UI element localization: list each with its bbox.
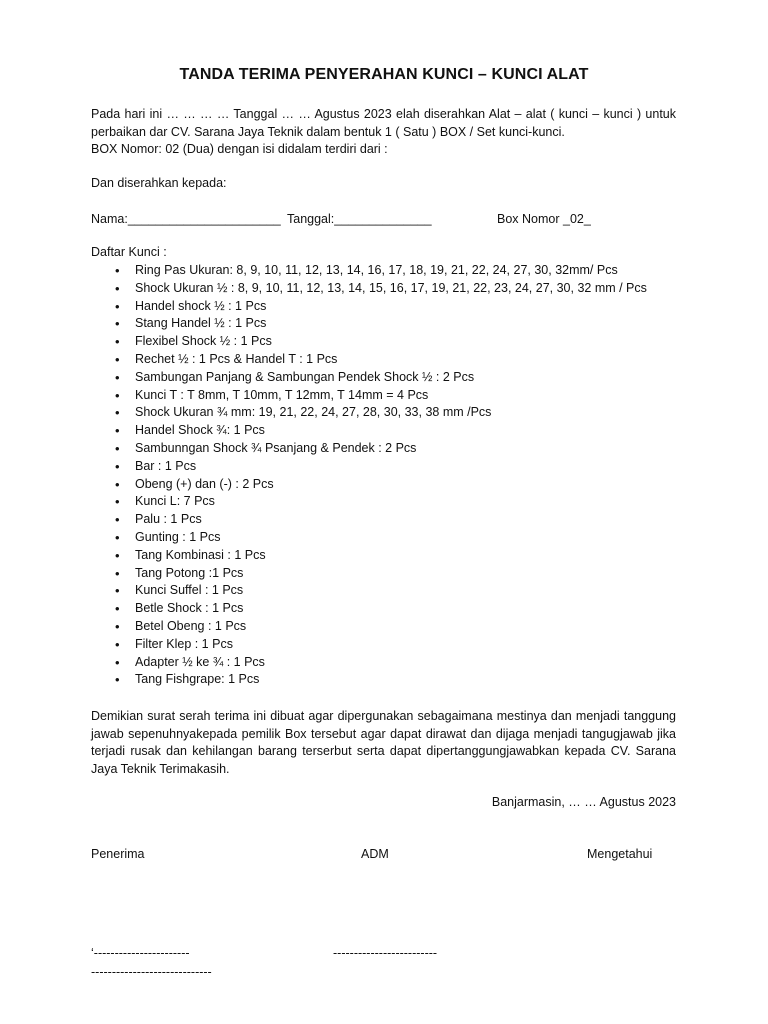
tool-list-item: • Betle Shock : 1 Pcs — [91, 600, 691, 618]
tool-list-item: • Shock Ukuran ½ : 8, 9, 10, 11, 12, 13, 14, 15, 16, 17, 19, 21, 22, 23, 24, 27, 30, 32 mm / Pcs — [91, 280, 691, 298]
tool-list-item: • Tang Fishgrape: 1 Pcs — [91, 671, 691, 689]
tool-list-item: • Flexibel Shock ½ : 1 Pcs — [91, 333, 691, 351]
box-number-field: Box Nomor _02_ — [497, 212, 591, 226]
tool-list-item: • Shock Ukuran ¾ mm: 19, 21, 22, 24, 27, 28, 30, 33, 38 mm /Pcs — [91, 404, 691, 422]
tool-list-item: • Handel Shock ¾: 1 Pcs — [91, 422, 691, 440]
handover-label: Dan diserahkan kepada: — [91, 176, 227, 190]
tool-list-item: • Palu : 1 Pcs — [91, 511, 691, 529]
tool-list-item: • Ring Pas Ukuran: 8, 9, 10, 11, 12, 13, 14, 16, 17, 18, 19, 21, 22, 24, 27, 30, 32mm/ Pcs — [91, 262, 691, 280]
signature-penerima-label: Penerima — [91, 847, 145, 861]
signature-line-adm: ------------------------- — [333, 946, 438, 960]
tool-list-item: • Sambungan Panjang & Sambungan Pendek Shock ½ : 2 Pcs — [91, 369, 691, 387]
signature-adm-label: ADM — [361, 847, 389, 861]
signature-line-mengetahui: ----------------------------- — [91, 965, 212, 979]
tool-list-item: • Kunci L: 7 Pcs — [91, 493, 691, 511]
tool-list-item: • Handel shock ½ : 1 Pcs — [91, 298, 691, 316]
tool-list-item: • Betel Obeng : 1 Pcs — [91, 618, 691, 636]
tool-list-item: • Sambunngan Shock ¾ Psanjang & Pendek : 2 Pcs — [91, 440, 691, 458]
signature-line-penerima: ‘----------------------- — [91, 946, 190, 960]
tool-list-item: • Adapter ½ ke ¾ : 1 Pcs — [91, 654, 691, 672]
document-title: TANDA TERIMA PENYERAHAN KUNCI – KUNCI ALAT — [179, 66, 589, 83]
place-date: Banjarmasin, … … Agustus 2023 — [491, 795, 676, 809]
tool-list-item: • Tang Potong :1 Pcs — [91, 565, 691, 583]
recipient-row — [91, 211, 691, 229]
tool-list-item: • Gunting : 1 Pcs — [91, 529, 691, 547]
tool-list — [91, 262, 691, 689]
tool-list-item: • Obeng (+) dan (-) : 2 Pcs — [91, 476, 691, 494]
list-title: Daftar Kunci : — [91, 245, 167, 259]
tool-list-item: • Kunci T : T 8mm, T 10mm, T 12mm, T 14mm = 4 Pcs — [91, 387, 691, 405]
signature-mengetahui-label: Mengetahui — [587, 847, 653, 861]
tool-list-item: • Filter Klep : 1 Pcs — [91, 636, 691, 654]
tool-list-item: • Rechet ½ : 1 Pcs & Handel T : 1 Pcs — [91, 351, 691, 369]
intro-line: Pada hari ini … … … … Tanggal … … Agustus 2023 elah diserahkan Alat – alat ( kunci – kunci ) untuk perbaikan dar CV. Sarana Jaya Teknik dalam bentuk 1 ( Satu ) BOX / Set kunci-kunci. — [91, 107, 676, 139]
tool-list-item: • Kunci Suffel : 1 Pcs — [91, 582, 691, 600]
tanggal-field: Tanggal:______________ — [287, 212, 432, 226]
tool-list-item: • Bar : 1 Pcs — [91, 458, 691, 476]
intro-paragraph — [91, 106, 676, 159]
closing-paragraph: Demikian surat serah terima ini dibuat agar dipergunakan sebagaimana mestinya dan menjadi tanggung jawab sepenuhnyakepada pemilik Box tersebut agar dapat dirawat dan dijaga menjadi tangugjawab jika terjadi rusak dan kehilangan barang terserbut serta dapat dipertanggungjawabkan kepada CV. Sarana Jaya Teknik Terimakasih. — [91, 709, 676, 776]
tool-list-item: • Stang Handel ½ : 1 Pcs — [91, 315, 691, 333]
tool-list-item: • Tang Kombinasi : 1 Pcs — [91, 547, 691, 565]
box-number-line: BOX Nomor: 02 (Dua) dengan isi didalam terdiri dari : — [91, 142, 388, 157]
nama-field: Nama:______________________ — [91, 212, 281, 226]
